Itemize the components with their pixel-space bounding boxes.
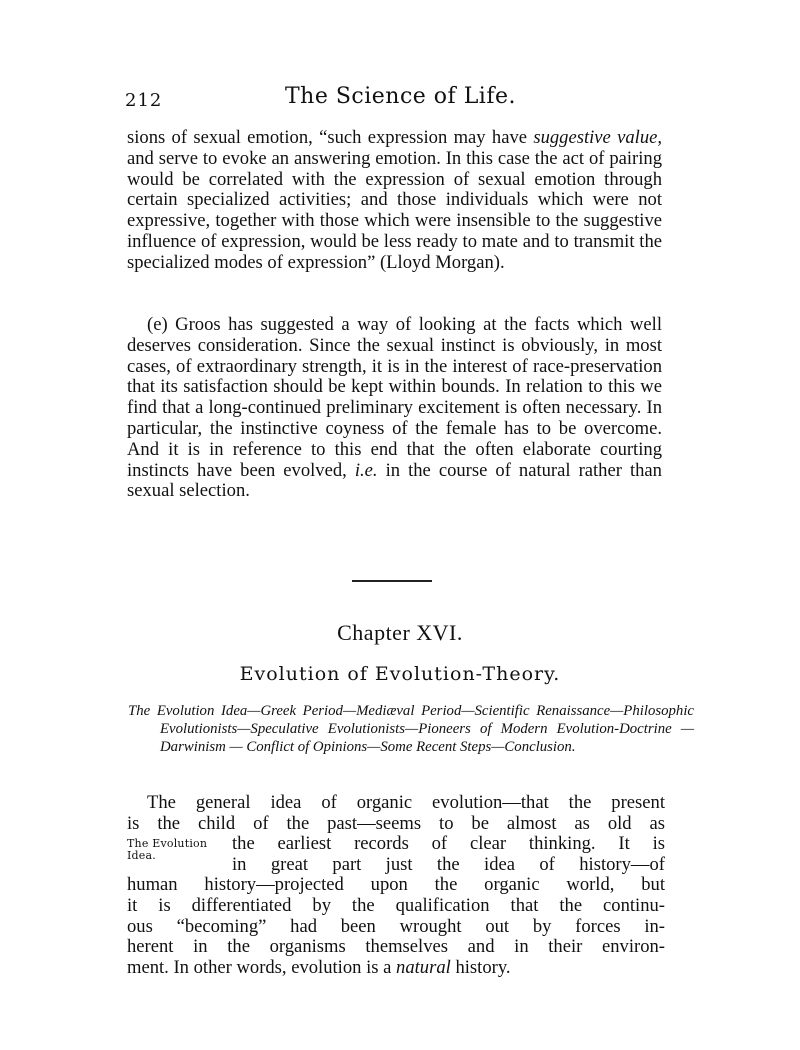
chapter-title: Evolution of Evolution-Theory. [239,663,561,685]
text-line: human history—projected upon the organic world, but [127,874,665,896]
chapter-opening-paragraph [127,793,665,978]
text-line: ous “becoming” had been wrought out by forces in- [127,915,665,937]
paragraph-continued [127,128,662,274]
chapter-synopsis: The Evolution Idea—Greek Period—Mediæval Period—Scientific Renaissance—Philosophic Evolutionists—Speculative Evolutionists—Pioneers of Modern Evolution-Doctrine — Darwinism — Conflict of Opinions—Some Recent Steps—Conclusion. [128,703,694,755]
paragraph-text: and serve to evoke an answering emotion. In this case the act of pairing would be correlated with the expression of sexual emotion through certain specialized activities; and those individuals which were not expressive, together with those which were insensible to the suggestive influence of expression, would be less ready to mate and to transmit the specialized modes of expression” (Lloyd Morgan). [127,147,662,273]
text-line: the earliest records of clear thinking. It is [232,833,665,855]
sidenote-line: Idea. [127,849,156,863]
page-header [125,84,665,114]
running-title: The Science of Life. [285,84,516,109]
emphasis-text: natural [396,956,451,978]
page-number: 212 [125,90,163,111]
text-line: it is differentiated by the qualification that the continu- [127,894,665,916]
paragraph-text: (e) Groos has suggested a way of looking at the facts which well deserves consideration. Since the sexual instinct is obviously, in most cases, of extraordinary strength, it is in the interest of race-preservation that its satisfaction should be kept within bounds. In relation to this we find that a long-continued preliminary excitement is often necessary. In particular, the instinctive coyness of the female has to be overcome. And it is in reference to this end that the often elaborate courting instincts have been evolved, [127,314,662,481]
paragraph-text: in the course of natural rather than sexual selection. [127,459,662,502]
chapter-number: Chapter XVI. [337,620,463,645]
text-line: in great part just the idea of history—of [232,853,665,875]
text-line: The general idea of organic evolution—that the present [147,792,665,813]
sidenote-line: The Evolution [127,837,208,851]
section-divider [352,580,432,582]
emphasis-text: suggestive value, [533,127,663,148]
margin-sidenote [127,838,207,862]
text-segment: history. [450,956,511,978]
paragraph-text: sions of sexual emotion, “such expression may have [127,127,534,148]
paragraph-groos [127,315,662,502]
sidenote-block [127,834,665,875]
text-segment: ment. In other words, evolution is a [127,956,397,978]
text-line [127,958,665,979]
text-line: herent in the organisms themselves and in their environ- [127,936,665,958]
text-line: is the child of the past—seems to be almost as old as [127,812,665,834]
emphasis-text: i.e. [354,459,378,481]
